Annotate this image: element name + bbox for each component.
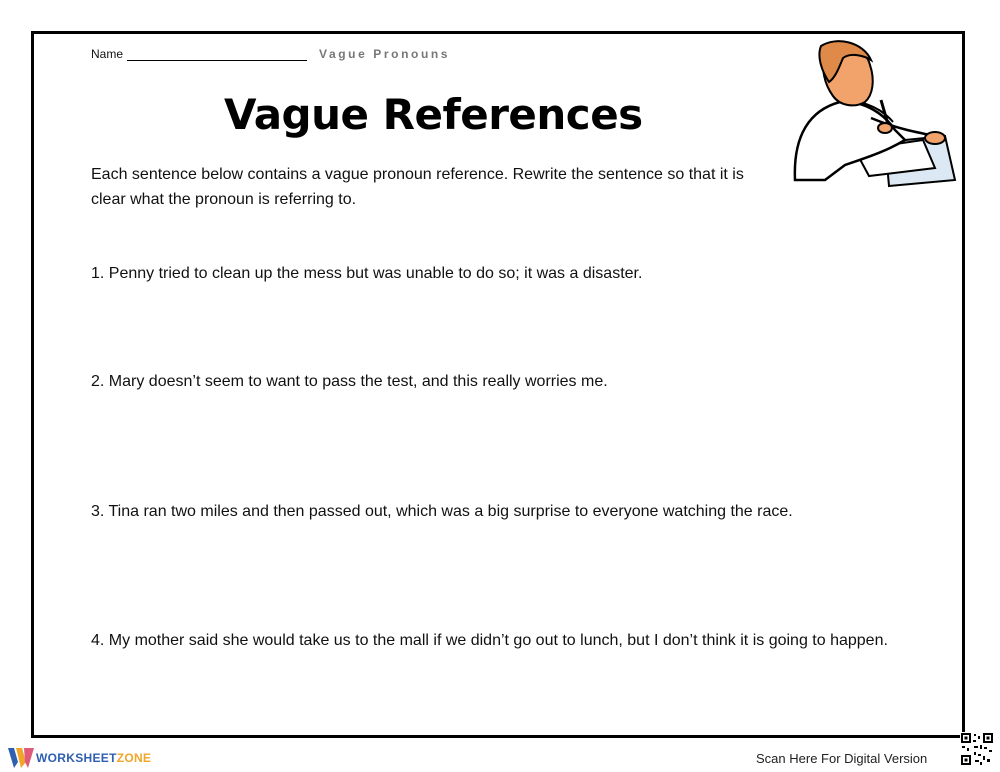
name-label: Name [91,47,124,61]
page-title: Vague References [224,90,643,139]
question-4-text: 4. My mother said she would take us to the mall if we didn’t go out to lunch, but I don’t think it is going to happen. [91,632,888,649]
qr-code-icon[interactable] [960,732,994,766]
worksheetzone-logo-icon [8,748,34,768]
logo-text [36,751,151,765]
scan-here-text: Scan Here For Digital Version [756,751,928,766]
name-line [127,48,307,61]
worksheetzone-logo[interactable] [8,748,151,768]
question-1: 1. Penny tried to clean up the mess but was unable to do so; it was a disaster. [91,265,643,282]
boy-writing-illustration [785,40,960,190]
logo-text-zone: ZONE [116,751,152,765]
subject-label: Vague Pronouns [319,47,451,61]
question-4 [91,630,891,652]
name-field [91,47,307,61]
question-2: 2. Mary doesn’t seem to want to pass the test, and this really worries me. [91,373,608,390]
instructions-text: Each sentence below contains a vague pronoun reference. Rewrite the sentence so that it is clear what the pronoun is referring to. [91,166,744,208]
question-3: 3. Tina ran two miles and then passed out, which was a big surprise to everyone watching the race. [91,503,793,520]
logo-text-worksheet: WORKSHEET [36,751,117,765]
